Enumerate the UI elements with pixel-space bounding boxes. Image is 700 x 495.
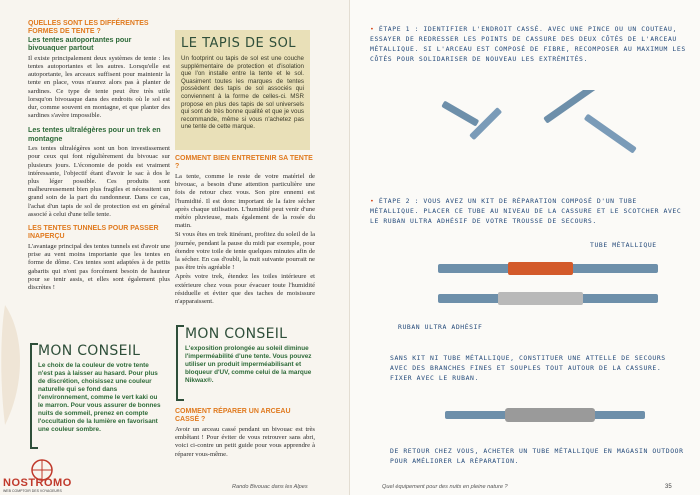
tapis-text: Un footprint ou tapis de sol est une couche supplémentaire de protection et d'isolation que l'on installe entre la tente et le sol. Quasiment toutes les marques de tentes possèdent des tapis de sol associés qui conviennent à la forme de celles-ci. MSR propose en plus des tapis de sol universels qui sont de très bonne qualité et que je vous recommande, même si vous n'achetez pas une tente de cette marque. xyxy=(181,55,304,131)
heading-tunnels: LES TENTES TUNNELS POUR PASSER INAPERÇU xyxy=(28,225,159,241)
page-number: 35 xyxy=(665,484,672,490)
right-column xyxy=(175,155,315,312)
left-page xyxy=(0,0,349,495)
tapis-title: LE TAPIS DE SOL xyxy=(181,36,297,51)
repair-column xyxy=(175,408,315,465)
paragraph-ultralegeres: Les tentes ultralégères sont un bon investissement pour ceux qui font régulièrement du bivouac sur plusieurs jours. L'économie de poids est vraiment intéressante, l'objectif étant d'avoir le sac à dos le plus léger possible. Ces produits sont malheureusement bien plus fragiles et nécessitent un grand soin de la part du randonneur. Dans ce cas, l'achat d'un tapis de sol de protection est en général associé à celui d'une telle tente. xyxy=(28,145,170,218)
splint-illustration xyxy=(445,405,645,425)
conseil-title: MON CONSEIL xyxy=(38,343,141,359)
conseil-title-2: MON CONSEIL xyxy=(185,326,288,342)
tube-illustration xyxy=(438,258,668,318)
subheading-ultralegeres: Les tentes ultralégères pour un trek en montagne xyxy=(28,125,161,143)
right-footer: Quel équipement pour des nuits en pleine nature ? xyxy=(382,484,508,490)
step-3-text xyxy=(390,353,685,383)
leaf-decoration xyxy=(0,305,30,425)
step-3-content: SANS KIT NI TUBE MÉTALLIQUE, CONSTITUER UNE ATTELLE DE SECOURS AVEC DES BRANCHES FINES ET SOUPLES TOUT AUTOUR DE LA CASSURE. FIXER AVEC LE RUBAN. xyxy=(390,354,666,382)
conseil-text-2: L'exposition prolongée au soleil diminue l'imperméabilité d'une tente. Vous pouvez utiliser un produit imperméabilisant et bloqueur d'UV, comme celui de la marque Nikwax®. xyxy=(185,345,312,384)
paragraph-entretien-1: La tente, comme le reste de votre matériel de bivouac, a besoin d'une attention particulière une fois de retour chez vous. Son pire ennemi est l'humidité. Il est donc important de la faire sécher après chaque utilisation. L'humidité peut venir d'une météo pluvieuse, mais également de la rosée du matin. xyxy=(175,173,315,230)
right-page xyxy=(350,0,700,495)
paragraph-tunnels: L'avantage principal des tentes tunnels est d'avoir une prise au vent moins importante que les tentes en forme de dôme. Ces tentes sont adaptées à de petits gabarits qui n'ont pas forcément besoin de hauteur pour se tenir assis, et elles sont également plus discrètes ! xyxy=(28,243,170,292)
label-tube-metallique: TUBE MÉTALLIQUE xyxy=(590,241,657,249)
logo-text: NOSTROMO xyxy=(3,477,72,489)
left-footer: Rando Bivouac dans les Alpes xyxy=(232,484,308,490)
rod-pair-left xyxy=(441,101,502,141)
label-ruban: RUBAN ULTRA ADHÉSIF xyxy=(398,323,483,331)
tapis-de-sol-box xyxy=(175,30,310,150)
heading-reparer: COMMENT RÉPARER UN ARCEAU CASSÉ ? xyxy=(175,408,291,423)
step-1-text: • ÉTAPE 1 : IDENTIFIER L'ENDROIT CASSÉ. AVEC UNE PINCE OU UN COUTEAU, ESSAYER DE REDRESSER LES POINTS DE CASSURE DES DEUX CÔTÉS DE L'ARCEAU MÉTALLIQUE. SI L'ARCEAU EST COMPOSÉ DE FIBRE, RECOMPOSER AU MAXIMUM LES CÔTÉS POUR SOLIDARISER DE NOUVEAU LES EXTRÉMITÉS. xyxy=(370,25,686,63)
heading-entretien: COMMENT BIEN ENTRETENIR SA TENTE ? xyxy=(175,155,313,170)
conseil-bracket-2 xyxy=(176,325,184,401)
heading-tent-forms: QUELLES SONT LES DIFFÉRENTES FORMES DE TENTE ? xyxy=(28,20,149,35)
paragraph-reparer: Avoir un arceau cassé pendant un bivouac est très embêtant ! Pour éviter de vous retrouver sans abri, voici ci-contre un petit guide pour vous apprendre à réparer vous-même. xyxy=(175,426,315,458)
broken-rods-illustration xyxy=(430,90,650,180)
step-2-text: • ÉTAPE 2 : VOUS AVEZ UN KIT DE RÉPARATION COMPOSÉ D'UN TUBE MÉTALLIQUE. PLACER CE TUBE AU NIVEAU DE LA CASSURE ET LE SCOTCHER AVEC LE RUBAN ULTRA ADHÉSIF DE VOTRE TROUSSE DE SECOURS. xyxy=(370,197,682,225)
step-2-content: ÉTAPE 2 : VOUS AVEZ UN KIT DE RÉPARATION COMPOSÉ D'UN TUBE MÉTALLIQUE. PLACER CE TUBE AU NIVEAU DE LA CASSURE ET LE SCOTCHER AVEC LE RUBAN ULTRA ADHÉSIF DE VOTRE TROUSSE DE SECOURS. xyxy=(370,197,682,225)
step-4-content: DE RETOUR CHEZ VOUS, ACHETER UN TUBE MÉTALLIQUE EN MAGASIN OUTDOOR POUR AMÉLIORER LA RÉPARATION. xyxy=(390,447,684,465)
logo-subtext: WEB COMPTOIR DES VOYAGEURS xyxy=(3,489,62,493)
paragraph-autoportantes: Il existe principalement deux systèmes de tente : les tentes autoportantes et les autres. Lorsqu'elle est autoportante, les arceaux suffisent pour maintenir la tente en place, vous n'aurez alors pas à planter de sardines. Ce type de tente peut être très utile lorsqu'on bivouaque dans des endroits où le sol est dur, comme souvent en montagne, et que planter des sardines s'avère impossible. xyxy=(28,54,170,120)
step-4-text xyxy=(390,446,685,466)
conseil-text: Le choix de la couleur de votre tente n'est pas à laisser au hasard. Pour plus de discrétion, choisissez une couleur naturelle qui se fond dans l'environnement, comme le vert kaki ou le marron. Pour vous assurer de bonnes nuits de sommeil, prenez en compte l'occultation de la lumière en favorisant une couleur sombre. xyxy=(38,362,161,433)
step-1-content: ÉTAPE 1 : IDENTIFIER L'ENDROIT CASSÉ. AVEC UNE PINCE OU UN COUTEAU, ESSAYER DE REDRESSER LES POINTS DE CASSURE DES DEUX CÔTÉS DE L'ARCEAU MÉTALLIQUE. SI L'ARCEAU EST COMPOSÉ DE FIBRE, RECOMPOSER AU MAXIMUM LES CÔTÉS POUR SOLIDARISER DE NOUVEAU LES EXTRÉMITÉS. xyxy=(370,25,686,63)
left-column xyxy=(28,20,170,298)
rod-pair-right xyxy=(543,90,637,154)
subheading-autoportantes: Les tentes autoportantes pour bivouaquer partout xyxy=(28,35,132,53)
nostromo-logo xyxy=(0,457,85,495)
paragraph-entretien-3: Après votre trek, étendez les toiles intérieure et extérieure chez vous pour évacuer toute l'humidité résiduelle et éviter que des taches de moisissure n'apparaissent. xyxy=(175,273,315,306)
conseil-box-1 xyxy=(38,343,163,434)
conseil-box-2 xyxy=(185,326,313,385)
conseil-bracket xyxy=(30,343,38,449)
paragraph-entretien-2: Si vous êtes en trek itinérant, profitez du soleil de la journée, pendant la pause du midi par exemple, pour étendre votre toile de tente quelques minutes afin de la sécher. En cas d'oubli, la nuit suivante pourrait ne pas être très agréable ! xyxy=(175,231,315,272)
